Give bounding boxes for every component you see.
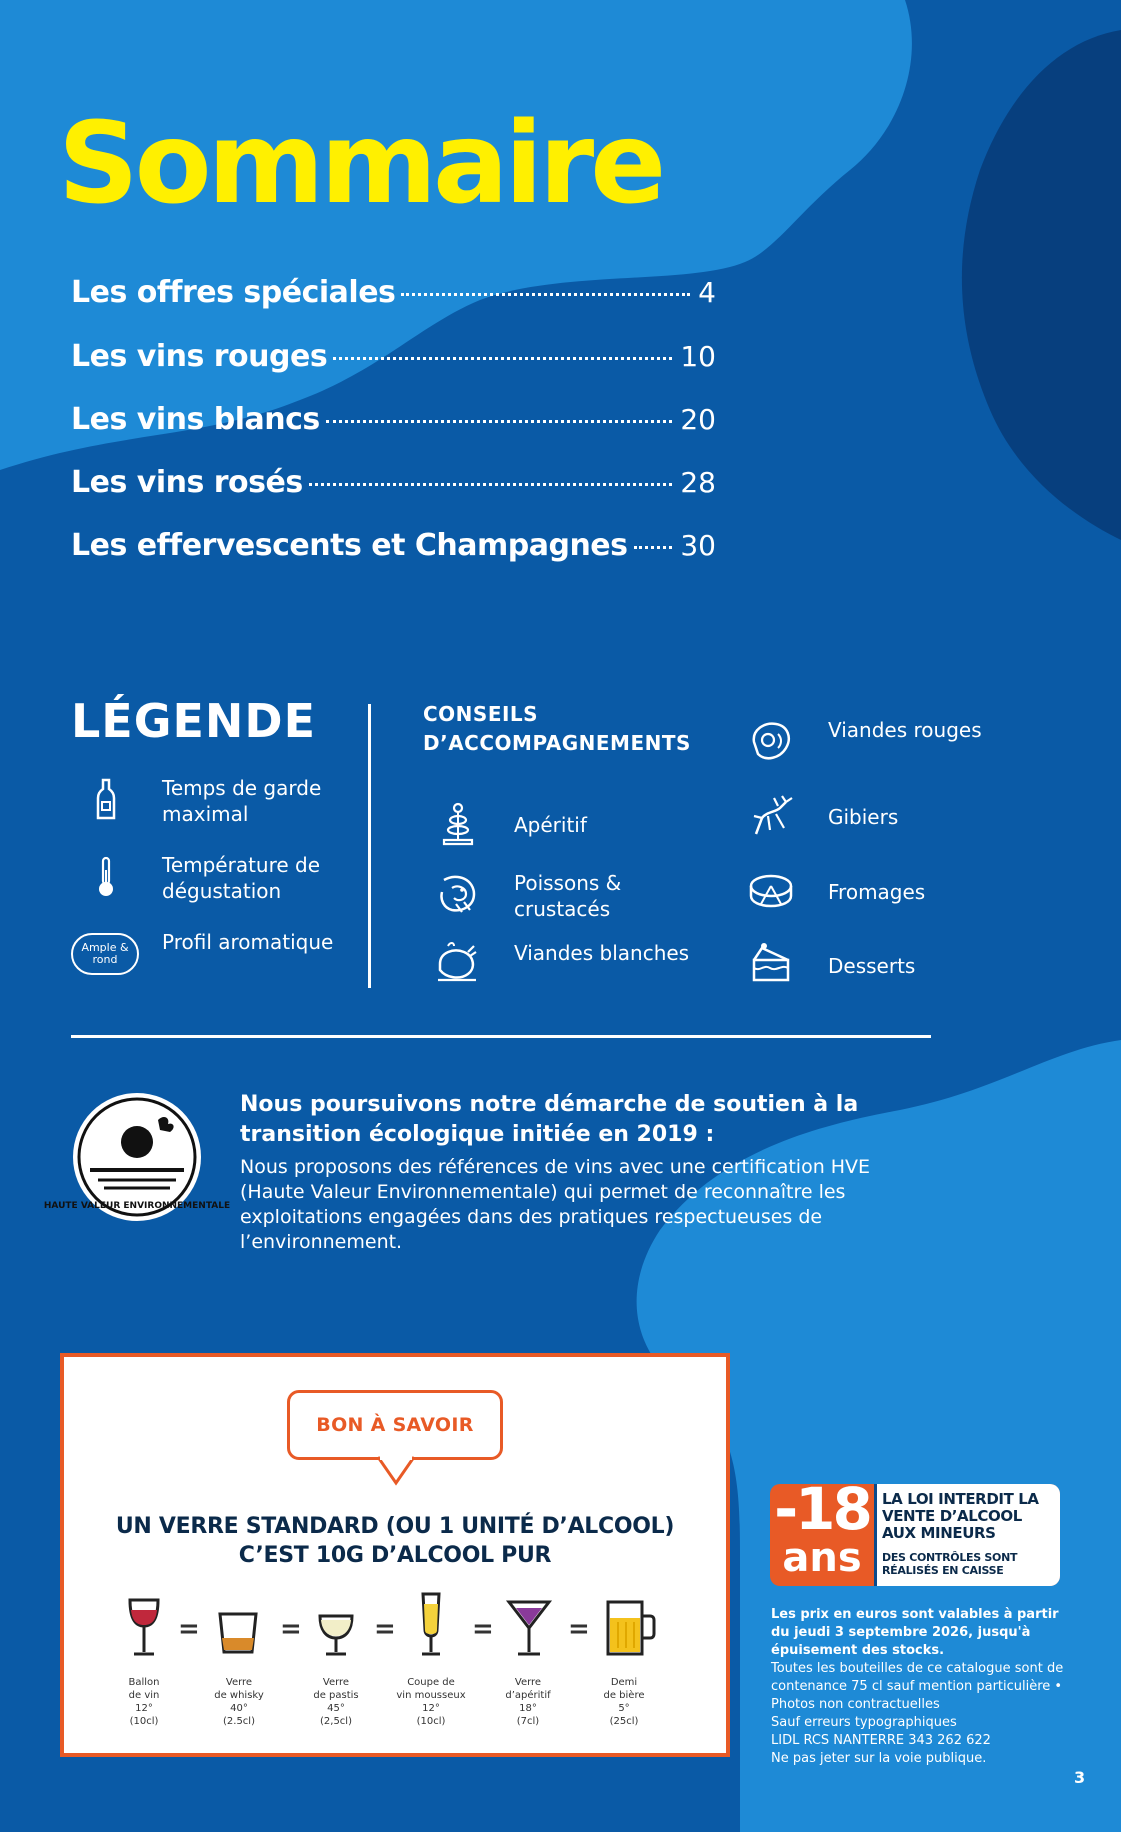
glass-label [191, 1676, 287, 1728]
age-badge-unit: ans [782, 1535, 862, 1581]
age-badge-number: -18 [774, 1475, 870, 1543]
glass-label-line: Coupe de [407, 1677, 455, 1688]
toc-dots [309, 483, 673, 486]
toc-dots [401, 293, 690, 296]
age-badge-law: LA LOI INTERDIT LA VENTE D’ALCOOL AUX MINEURS [882, 1490, 1039, 1542]
glass-label-line: de bière [603, 1690, 645, 1701]
legal-line: Sauf erreurs typographiques [771, 1715, 957, 1730]
legal-line: LIDL RCS NANTERRE 343 262 622 [771, 1733, 991, 1748]
glass-label-line: de pastis [313, 1690, 359, 1701]
pairings-title: CONSEILS D’ACCOMPAGNEMENTS [423, 702, 691, 755]
aperitif-icon [441, 800, 475, 848]
glass-label [383, 1676, 479, 1728]
glass-label-line: d’apéritif [505, 1690, 551, 1701]
bubble-tail-icon [376, 1457, 416, 1485]
legal-line: Ne pas jeter sur la voie publique. [771, 1751, 987, 1766]
glass-label-line: 12° [135, 1703, 153, 1714]
standard-glass-line1: UN VERRE STANDARD (OU 1 UNITÉ D’ALCOOL) [115, 1514, 675, 1539]
toc-page: 10 [680, 340, 716, 373]
bubble-text: BON À SAVOIR [316, 1414, 474, 1436]
glass-label-line: de vin [128, 1690, 160, 1701]
bottle-icon [94, 778, 118, 822]
toc-row[interactable] [71, 465, 716, 505]
page-number: 3 [1074, 1768, 1086, 1787]
hve-title: Nous poursuivons notre démarche de soutien à la transition écologique initiée en 2019 : [240, 1092, 859, 1147]
whisky-glass-icon [216, 1610, 260, 1656]
legal-line: Toutes les bouteilles de ce catalogue sont de contenance 75 cl sauf mention particulière • Photos non contractuelles [771, 1661, 1064, 1712]
pairing-text: Apéritif [514, 813, 587, 837]
glass-label-line: (2,5cl) [320, 1716, 352, 1727]
hve-seal-icon [43, 1090, 231, 1224]
glass-label-line: Ballon [128, 1677, 160, 1688]
glass-label-line: (10cl) [129, 1716, 159, 1727]
toc-page: 4 [698, 276, 716, 309]
glass-label [480, 1676, 576, 1728]
toc-row[interactable] [71, 339, 716, 379]
legend-text: Profil aromatique [162, 930, 334, 954]
glass-label-line: Verre [322, 1677, 350, 1688]
toc-dots [326, 420, 673, 423]
toc-page: 30 [680, 529, 716, 562]
chicken-icon [434, 938, 480, 984]
toc-page: 20 [680, 403, 716, 436]
pairing-text: Fromages [828, 880, 926, 904]
toc-label: Les vins rouges [71, 339, 328, 374]
cocktail-glass-icon [506, 1598, 552, 1658]
glass-label-line: 18° [519, 1703, 537, 1714]
steak-icon [748, 718, 794, 764]
glass-label-line: (25cl) [609, 1716, 639, 1727]
glass-label-line: (7cl) [516, 1716, 540, 1727]
hve-body: Nous proposons des références de vins avec une certification HVE (Haute Valeur Environnementale) qui permet de reconnaître les exploitations engagées dans des pratiques respectueuses de l’environnement. [240, 1156, 871, 1253]
hve-seal-text: HAUTE VALEUR ENVIRONNEMENTALE [43, 1201, 231, 1211]
glass-label [96, 1676, 192, 1728]
equals-sign: = [568, 1614, 590, 1644]
toc-label: Les vins rosés [71, 465, 303, 500]
pairing-text: Viandes blanches [514, 941, 690, 965]
glass-label [288, 1676, 384, 1728]
legal-notice [771, 1606, 1071, 1768]
glass-label-line: de whisky [214, 1690, 264, 1701]
pairing-text: Gibiers [828, 805, 899, 829]
legend-text: Température de dégustation [162, 853, 321, 903]
legend-title: LÉGENDE [71, 694, 317, 748]
pairing-text: Desserts [828, 954, 916, 978]
standard-glass-line2: C’EST 10G D’ALCOOL PUR [238, 1543, 552, 1568]
equals-sign: = [472, 1614, 494, 1644]
flute-glass-icon [416, 1590, 446, 1658]
divider-vertical [368, 704, 371, 988]
age-badge-controls: DES CONTRÔLES SONT RÉALISÉS EN CAISSE [882, 1551, 1018, 1577]
wine-glass-icon [122, 1596, 166, 1658]
standard-glass-title [64, 1512, 726, 1570]
beer-mug-icon [604, 1598, 656, 1658]
glass-label-line: Verre [225, 1677, 253, 1688]
glass-label-line: (2.5cl) [223, 1716, 255, 1727]
equals-sign: = [374, 1614, 396, 1644]
legal-bold: Les prix en euros sont valables à partir du jeudi 3 septembre 2026, jusqu'à épuisement des stocks. [771, 1607, 1059, 1658]
toc-page: 28 [680, 466, 716, 499]
toc-label: Les vins blancs [71, 402, 320, 437]
toc-label: Les offres spéciales [71, 275, 396, 310]
dark-blue-blob-right [962, 30, 1121, 540]
legend-text: Temps de garde maximal [162, 776, 322, 826]
glass-label-line: Demi [610, 1677, 638, 1688]
glass-label-line: 45° [327, 1703, 345, 1714]
cake-icon [748, 940, 794, 986]
pairing-text: Poissons & crustacés [514, 871, 622, 921]
page-title: Sommaire [58, 99, 663, 229]
glass-label-line: 12° [422, 1703, 440, 1714]
toc-label: Les effervescents et Champagnes [71, 528, 628, 563]
pastis-glass-icon [316, 1612, 356, 1658]
pairing-text: Viandes rouges [828, 718, 982, 742]
divider-horizontal [71, 1035, 931, 1038]
deer-icon [748, 792, 794, 838]
glass-label-line: vin mousseux [396, 1690, 466, 1701]
glass-label-line: 5° [618, 1703, 630, 1714]
fish-icon [434, 870, 480, 916]
cheese-icon [748, 868, 794, 914]
toc-row[interactable] [71, 275, 716, 315]
thermometer-icon [96, 856, 116, 898]
glass-label-line: Verre [514, 1677, 542, 1688]
toc-row[interactable] [71, 402, 716, 442]
glass-label [576, 1676, 672, 1728]
toc-row[interactable] [71, 528, 716, 568]
equals-sign: = [280, 1614, 302, 1644]
glass-label-line: 40° [230, 1703, 248, 1714]
toc-dots [333, 357, 672, 360]
equals-sign: = [178, 1614, 200, 1644]
light-blue-blob-top [0, 0, 912, 470]
toc-dots [634, 546, 673, 549]
profile-badge-icon: Ample & rond [71, 933, 139, 975]
glass-label-line: (10cl) [416, 1716, 446, 1727]
